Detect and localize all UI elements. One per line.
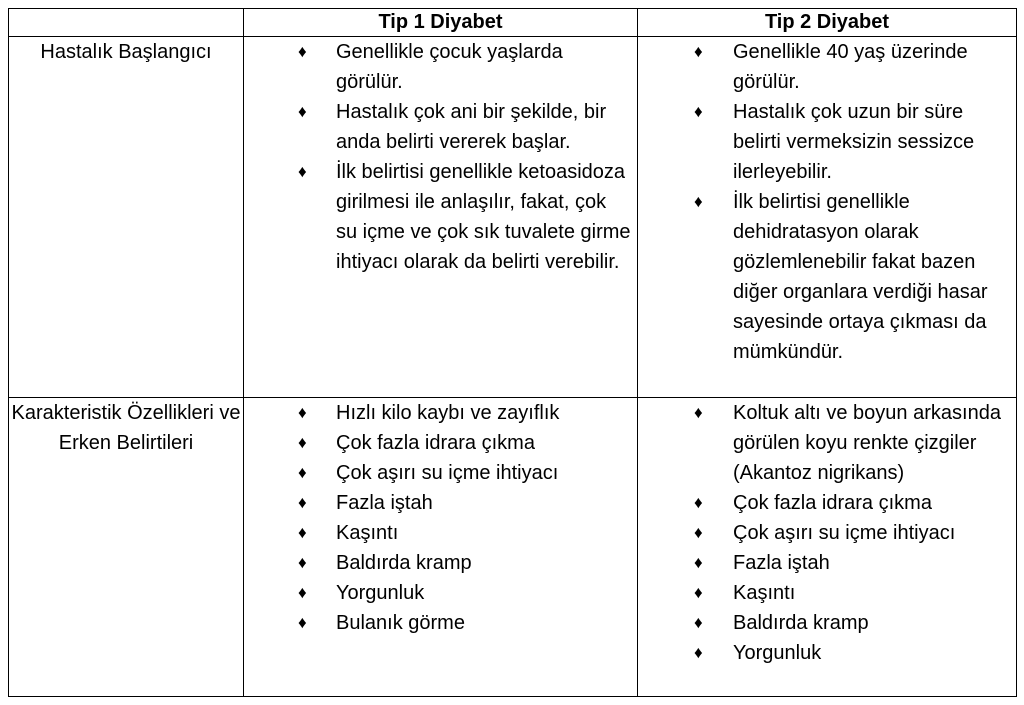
list-item — [244, 488, 637, 518]
diamond-bullet-icon: ♦ — [298, 613, 307, 632]
list-item — [638, 97, 1016, 187]
list-item-text: Baldırda kramp — [336, 552, 472, 574]
cell-tip2-onset — [638, 37, 1017, 398]
cell-tip2-characteristics — [638, 398, 1017, 697]
list-item — [638, 37, 1016, 97]
list-item — [638, 398, 1016, 488]
bullet-list — [244, 37, 637, 277]
list-item-text: İlk belirtisi genellikle ketoasidoza girilmesi ile anlaşılır, fakat, çok su içme ve çok sık tuvalete girme ihtiyacı olarak da belirti verebilir. — [336, 161, 631, 273]
diamond-bullet-icon: ♦ — [694, 553, 703, 572]
diamond-bullet-icon: ♦ — [694, 403, 703, 422]
list-item-text: Çok aşırı su içme ihtiyacı — [733, 522, 956, 544]
list-item — [244, 97, 637, 157]
header-empty-cell — [9, 9, 244, 37]
list-item-text: Genellikle 40 yaş üzerinde görülür. — [733, 41, 968, 93]
diamond-bullet-icon: ♦ — [694, 643, 703, 662]
list-item — [244, 37, 637, 97]
list-item-text: Baldırda kramp — [733, 612, 869, 634]
list-item-text: Fazla iştah — [336, 492, 433, 514]
list-item — [244, 157, 637, 277]
diamond-bullet-icon: ♦ — [694, 42, 703, 61]
cell-tip1-characteristics — [244, 398, 638, 697]
diamond-bullet-icon: ♦ — [298, 553, 307, 572]
list-item — [638, 488, 1016, 518]
list-item-text: Hastalık çok uzun bir süre belirti vermeksizin sessizce ilerleyebilir. — [733, 101, 975, 183]
diamond-bullet-icon: ♦ — [694, 192, 703, 211]
cell-tip1-onset — [244, 37, 638, 398]
diamond-bullet-icon: ♦ — [298, 102, 307, 121]
list-item-text: Fazla iştah — [733, 552, 830, 574]
list-item-text: Yorgunluk — [336, 582, 425, 604]
list-item — [638, 608, 1016, 638]
list-item — [638, 578, 1016, 608]
list-item-text: Çok fazla idrara çıkma — [336, 432, 535, 454]
diamond-bullet-icon: ♦ — [298, 162, 307, 181]
list-item — [638, 638, 1016, 668]
diamond-bullet-icon: ♦ — [298, 403, 307, 422]
list-item — [244, 428, 637, 458]
list-item-text: Yorgunluk — [733, 642, 822, 664]
diamond-bullet-icon: ♦ — [298, 42, 307, 61]
diamond-bullet-icon: ♦ — [694, 102, 703, 121]
header-tip1: Tip 1 Diyabet — [244, 9, 638, 37]
list-item-text: Bulanık görme — [336, 612, 465, 634]
list-item — [638, 187, 1016, 367]
diamond-bullet-icon: ♦ — [694, 523, 703, 542]
diamond-bullet-icon: ♦ — [298, 463, 307, 482]
header-row — [9, 9, 1017, 37]
list-item-text: Çok aşırı su içme ihtiyacı — [336, 462, 559, 484]
list-item — [244, 398, 637, 428]
list-item-text: Hastalık çok ani bir şekilde, bir anda belirti vererek başlar. — [336, 101, 607, 153]
list-item-text: Genellikle çocuk yaşlarda görülür. — [336, 41, 563, 93]
list-item-text: Kaşıntı — [733, 582, 796, 604]
list-item-text: Koltuk altı ve boyun arkasında görülen koyu renkte çizgiler (Akantoz nigrikans) — [733, 402, 1001, 484]
diamond-bullet-icon: ♦ — [694, 613, 703, 632]
list-item — [244, 548, 637, 578]
list-item — [244, 518, 637, 548]
row-label-onset: Hastalık Başlangıcı — [9, 37, 244, 398]
bullet-list — [638, 37, 1016, 367]
diamond-bullet-icon: ♦ — [694, 583, 703, 602]
list-item — [244, 608, 637, 638]
list-item-text: İlk belirtisi genellikle dehidratasyon olarak gözlemlenebilir fakat bazen diğer organlara verdiği hasar sayesinde ortaya çıkması da mümkündür. — [733, 191, 988, 363]
table-row — [9, 37, 1017, 398]
diamond-bullet-icon: ♦ — [298, 493, 307, 512]
comparison-table — [8, 8, 1017, 697]
list-item-text: Hızlı kilo kaybı ve zayıflık — [336, 402, 560, 424]
list-item-text: Kaşıntı — [336, 522, 399, 544]
list-item — [638, 548, 1016, 578]
diamond-bullet-icon: ♦ — [694, 493, 703, 512]
list-item-text: Çok fazla idrara çıkma — [733, 492, 932, 514]
bullet-list — [244, 398, 637, 638]
diamond-bullet-icon: ♦ — [298, 583, 307, 602]
list-item — [244, 458, 637, 488]
diamond-bullet-icon: ♦ — [298, 433, 307, 452]
list-item — [638, 518, 1016, 548]
list-item — [244, 578, 637, 608]
row-label-characteristics: Karakteristik Özellikleri ve Erken Belirtileri — [9, 398, 244, 697]
diamond-bullet-icon: ♦ — [298, 523, 307, 542]
bullet-list — [638, 398, 1016, 668]
header-tip2: Tip 2 Diyabet — [638, 9, 1017, 37]
table-row — [9, 398, 1017, 697]
